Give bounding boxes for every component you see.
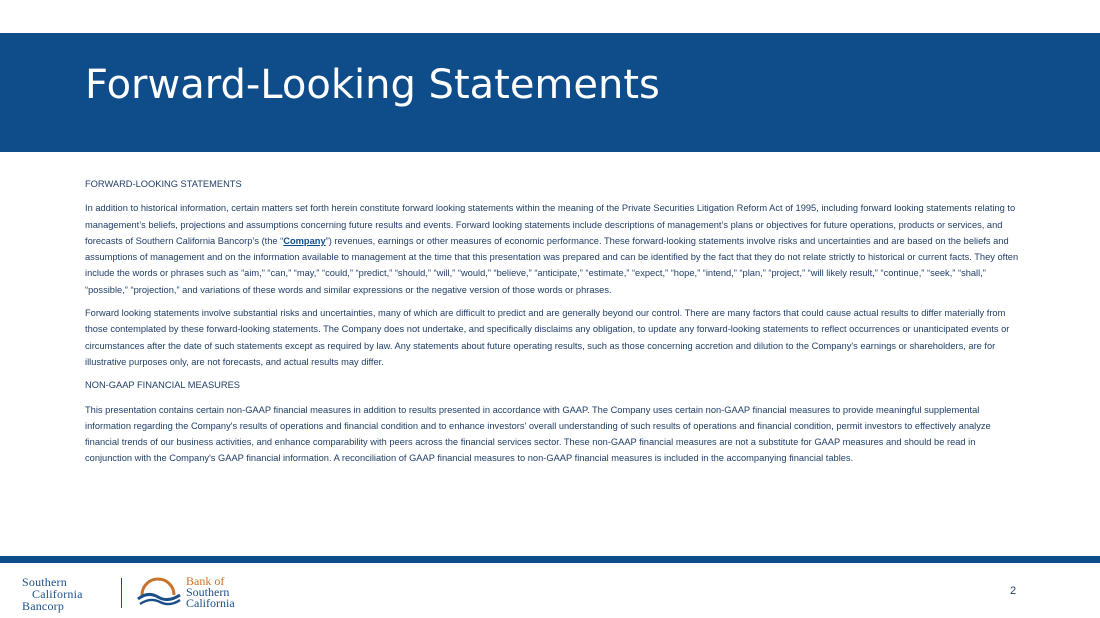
page-number: 2 [1010, 585, 1017, 597]
logo-text-line: Southern [22, 575, 67, 589]
section-heading-non-gaap: NON-GAAP FINANCIAL MEASURES [85, 380, 240, 391]
southern-california-bancorp-logo [22, 576, 83, 612]
logo-text-line: Bancorp [22, 599, 65, 613]
section-heading-forward-looking: FORWARD-LOOKING STATEMENTS [85, 179, 242, 189]
content-body [85, 176, 1020, 474]
bank-wave-logo-icon [136, 575, 182, 609]
paragraph-non-gaap: This presentation contains certain non-GAAP financial measures in addition to results presented in accordance with GAAP. The Company uses certain non-GAAP financial measures to provide meaningful supplemental information regarding the Company's results of operations and financial condition and to enhance investors' overall understanding of such results of operations and financial condition, permit investors to effectively analyze financial trends of our business activities, and enhance comparability with peers across the financial services sector. These non-GAAP financial measures are not a substitute for GAAP measures and should be read in conjunction with the Company's GAAP financial information. A reconciliation of GAAP financial measures to non-GAAP financial measures is included in the accompanying financial tables. [85, 404, 991, 464]
paragraph-text: ”) revenues, earnings or other measures of economic performance. These forward-looking statements involve risks and uncertainties and are based on the beliefs and assumptions of management and on the information available to management at the time that this presentation was prepared and can be identified by the fact that they do not relate strictly to historical or current facts. They often include the words or phrases such as “aim,” “can,” “may,” “could,” “predict,” “should,” “will,” “would,” “believe,” “anticipate,” “estimate,” “expect,” “hope,” “intend,” “plan,” “project,” “will likely result,” “continue,” “seek,” “shall,” “possible,” “projection,” and variations of these words and similar expressions or the negative version of those words or phrases. [85, 235, 1019, 295]
logo-text-line: California [32, 587, 83, 601]
paragraph-risks: Forward looking statements involve substantial risks and uncertainties, many of which are difficult to predict and are generally beyond our control. There are many factors that could cause actual results to differ materially from those contemplated by these forward-looking statements. The Company does not undertake, and specifically disclaims any obligation, to update any forward-looking statements to reflect occurrences or unanticipated events or circumstances after the date of such statements except as required by law. Any statements about future operating results, such as those concerning accretion and dilution to the Company's earnings or shareholders, are for illustrative purposes only, are not forecasts, and actual results may differ. [85, 308, 1010, 367]
logo-text-line: Bank of [186, 574, 225, 588]
paragraph-text: In addition to historical information, certain matters set forth herein constitute forward looking statements within the meaning of the Private Securities Litigation Reform Act of 1995, including forward looking statements relating to management’s beliefs, projections and assumptions concerning future results and events. Forward looking statements include descriptions of management’s plans or objectives for future operations, products or services, and forecasts of Southern California Bancorp’s (the “ [85, 203, 1016, 246]
slide-title: Forward-Looking Statements [85, 62, 660, 108]
company-link[interactable]: Company [283, 235, 326, 246]
footer-bar [0, 556, 1100, 563]
bank-of-southern-california-logo [186, 576, 235, 609]
logo-divider [121, 578, 122, 608]
logo-text-line: California [186, 596, 235, 610]
logo-text-line: Southern [186, 585, 230, 599]
paragraph-forward-looking-intro [85, 200, 1020, 298]
